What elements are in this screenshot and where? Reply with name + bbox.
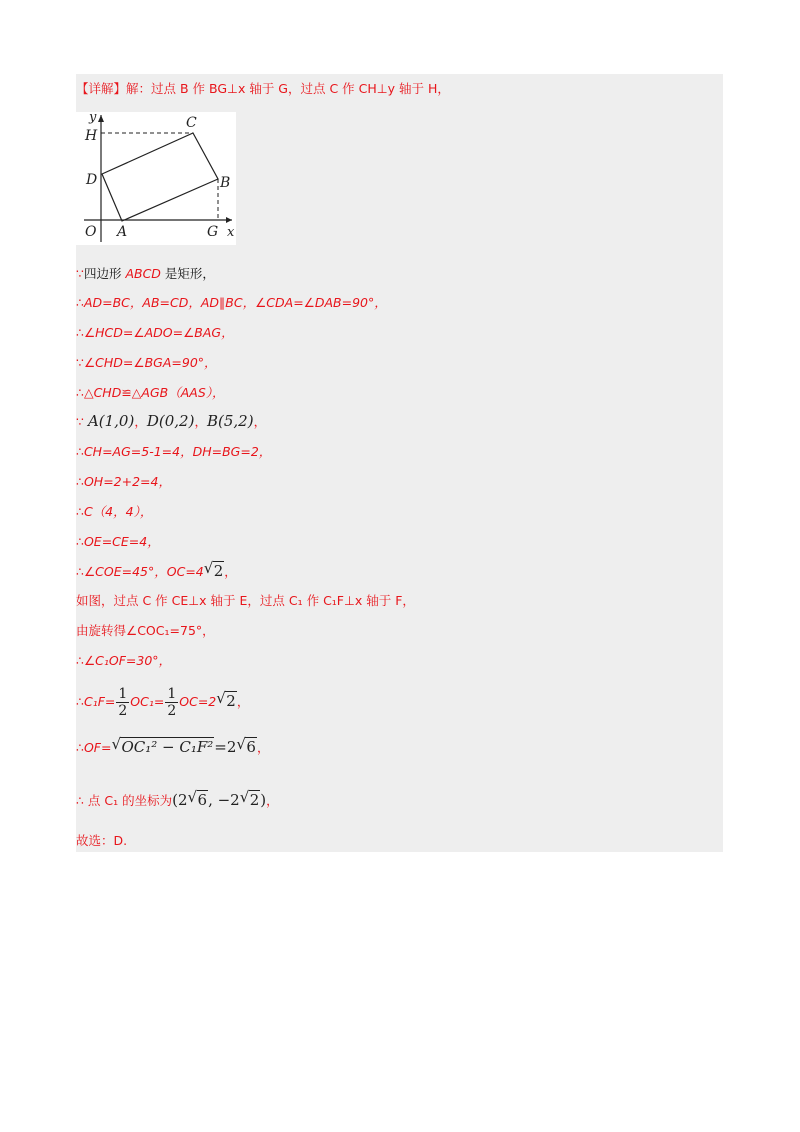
line-8: ∴OH=2+2=4， [76,474,171,489]
sqrt-6: √ 6 [236,735,256,756]
solution-intro [76,80,450,98]
label-c: C [186,115,197,131]
rectangle-abcd [102,133,218,221]
line-5: ∴△CHD≌△AGB（AAS）， [76,385,225,400]
geometry-figure [76,112,236,245]
fraction-one-half: $\frac{1}{2}$ [167,686,177,719]
intro-text: 解：过点 B 作 BG⊥x 轴于 G，过点 C 作 CH⊥y 轴于 H， [126,81,450,96]
label-y: y [89,112,97,125]
line-12: 如图，过点 C 作 CE⊥x 轴于 E，过点 C₁ 作 C₁F⊥x 轴于 F， [76,593,415,608]
label-h: H [85,128,98,144]
sqrt-expression: √ OC₁² − C₁F² [111,735,214,756]
x-axis-arrow-icon [226,217,232,223]
label-o: O [85,224,97,240]
line-15: ∴C₁F= $\frac{1}{2}$ OC₁= $\frac{1}{2}$ OC=2 √ 2， [76,683,249,720]
sqrt-2: √ 2 [239,788,260,809]
line-7: ∴CH=AG=5-1=4，DH=BG=2， [76,444,272,459]
line-6: ∵ A(1,0)，D(0,2)，B(5,2)， [76,412,267,430]
solution-tag: 【详解】 [76,81,127,96]
label-x: x [227,225,235,240]
rectangle-diagram [76,112,236,245]
label-a: A [117,224,128,240]
label-g: G [207,224,219,240]
line-18: 故选：D. [76,833,128,848]
line-2: ∴AD=BC，AB=CD，AD∥BC，∠CDA=∠DAB=90°， [76,295,387,310]
line-10: ∴OE=CE=4， [76,534,160,549]
line-14: ∴∠C₁OF=30°， [76,653,172,668]
label-b: B [220,175,231,191]
sqrt-2: √ 2 [216,689,236,710]
line-3: ∴∠HCD=∠ADO=∠BAG， [76,325,234,340]
line-9: ∴C（4，4）， [76,504,153,519]
line-4: ∵∠CHD=∠BGA=90°， [76,355,217,370]
fraction-one-half: $\frac{1}{2}$ [118,686,128,719]
line-16: ∴OF= √ OC₁² − C₁F²=2 √ 6， [76,735,270,756]
line-11: ∴∠COE=45°，OC=4 √ 2， [76,559,237,580]
sqrt-2: √ 2 [203,559,224,580]
line-1: ∵四边形 ABCD 是矩形， [76,266,215,281]
y-axis-arrow-icon [98,115,104,122]
line-13: 由旋转得∠COC₁=75°， [76,623,215,638]
sqrt-6: √ 6 [187,788,208,809]
label-d: D [86,172,98,188]
line-17: ∴ 点 C₁ 的坐标为(2 √ 6, −2 √ 2)， [76,788,279,809]
